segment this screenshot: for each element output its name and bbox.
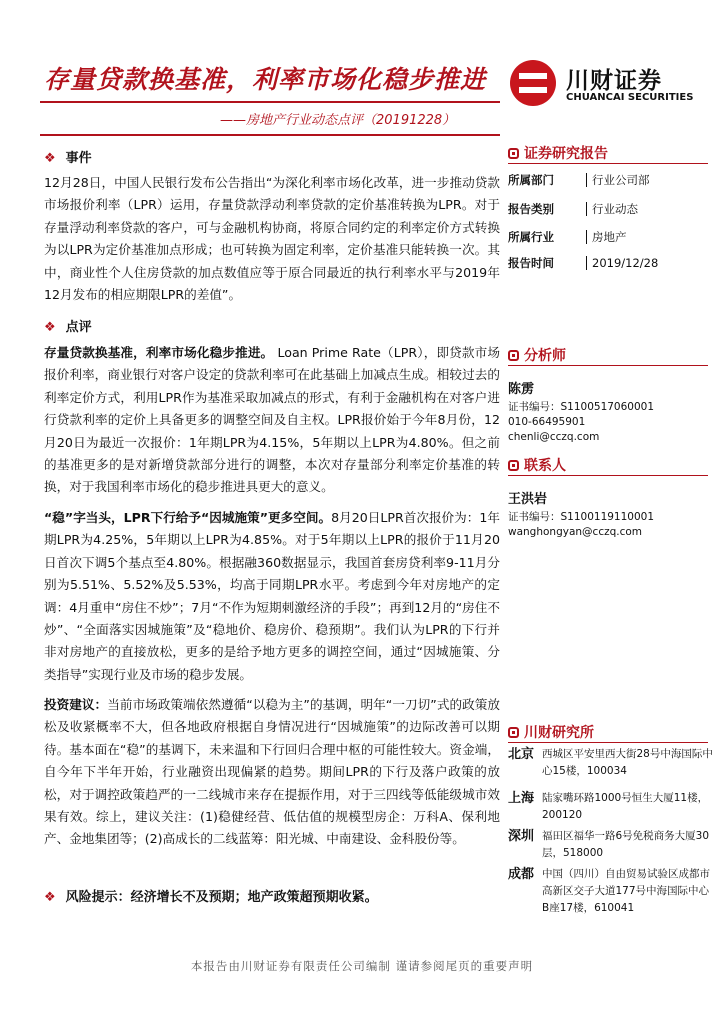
contact-name: 王洪岩 [508, 492, 548, 507]
subtitle-rule [40, 134, 500, 136]
company-logo [510, 60, 710, 110]
diamond-bullet-icon: ❖ [44, 890, 56, 905]
office-shenzhen: 深圳 福田区福华一路6号免税商务大厦30层，518000 [508, 829, 710, 859]
comment-paragraph-1: 存量贷款换基准，利率市场化稳步推进。 Loan Prime Rate（LPR），即贷款市场报价利率，商业银行对客户设定的贷款利率可在此基础上加减点生成。相较过去的利率定价方式，利用LPR作为基准采取加减点的形式，有利于金融机构在对客户进行贷款利率的定价上具备更多的调整空间及自主权。LPR报价始于今年8月份，12月20日为最近一次报价：1年期LPR为4.15%，5年期以上LPR为4.80%。但之前的基准更多的是对新增贷款部分进行的调整，本次对存量部分利率定价基准的转换，对于我国利率市场化的稳步推进具更大的意义。 [44, 345, 500, 495]
paragraph-lead: 投资建议： [44, 697, 108, 712]
contact-card [508, 488, 708, 540]
info-row-department: 所属部门 行业公司部 [508, 173, 650, 187]
paragraph-lead: “稳”字当头，LPR下行给予“因城施策”更多空间。 [44, 510, 332, 525]
section-marker-icon [508, 460, 519, 471]
office-shanghai: 上海 陆家嘴环路1000号恒生大厦11楼，200120 [508, 791, 709, 821]
sidebar-rule [508, 742, 708, 743]
info-row-industry: 所属行业 房地产 [508, 230, 627, 244]
analyst-phone: 010-66495901 [508, 416, 586, 428]
diamond-bullet-icon: ❖ [44, 320, 56, 335]
diamond-bullet-icon: ❖ [44, 151, 56, 166]
analyst-cert: 证书编号：S1100517060001 [508, 401, 655, 413]
section-marker-icon [508, 350, 519, 361]
sidebar-rule [508, 475, 708, 476]
info-row-date: 报告时间 2019/12/28 [508, 256, 659, 270]
title-rule [40, 101, 500, 103]
report-subtitle: ——房地产行业动态点评（20191228） [220, 113, 456, 128]
office-chengdu: 成都 中国（四川）自由贸易试验区成都市高新区交子大道177号中海国际中心B座17楼，610041 [508, 867, 710, 914]
analyst-heading: 分析师 [508, 345, 708, 365]
contact-heading: 联系人 [508, 455, 708, 475]
report-info-heading: 证券研究报告 [508, 143, 708, 163]
analyst-name: 陈雳 [508, 382, 535, 397]
section-marker-icon [508, 148, 519, 159]
analyst-card [508, 378, 708, 445]
office-beijing: 北京 西城区平安里西大街28号中海国际中心15楼，100034 [508, 747, 713, 777]
event-heading: ❖ 事件 [44, 151, 92, 166]
sidebar-rule [508, 163, 708, 164]
contact-email[interactable]: wanghongyan@cczq.com [508, 526, 643, 538]
comment-heading: ❖ 点评 [44, 320, 92, 335]
logo-mark-icon [510, 60, 556, 106]
sidebar-rule [508, 365, 708, 366]
analyst-email[interactable]: chenli@cczq.com [508, 431, 600, 443]
contact-cert: 证书编号：S1100119110001 [508, 511, 655, 523]
report-title: 存量贷款换基准，利率市场化稳步推进 [44, 65, 487, 94]
logo-name-cn: 川财证券 [566, 68, 662, 94]
event-body: 12月28日，中国人民银行发布公告指出“为深化利率市场化改革，进一步推动贷款市场报价利率（LPR）运用，存量贷款浮动利率贷款的定价基准转换为LPR。对于存量浮动利率贷款的客户，可与金融机构协商，将原合同约定的利率定价方式转换为以LPR为定价基准加点形成；也可转换为固定利率，定价基准只能转换一次。其中，商业性个人住房贷款的加点数值应等于原合同最近的执行利率水平与2019年12月发布的相应期限LPR的差值”。 [44, 175, 500, 303]
comment-paragraph-2: “稳”字当头，LPR下行给予“因城施策”更多空间。8月20日LPR首次报价为：1年期LPR为4.25%，5年期以上LPR为4.85%。对于5年期以上LPR的报价于11月20日首次下调5个基点至4.80%。根据融360数据显示，我国首套房贷利率9-11月分别为5.51%、5.52%及5.53%，均高于同期LPR水平。考虑到今年对房地产的定调：4月重申“房住不炒”；7月“不作为短期刺激经济的手段”；再到12月的“房住不炒”、“全面落实因城施策”及“稳地价、稳房价、稳预期”。我们认为LPR的下行并非对房地产的直接放松，更多的是给予地方更多的调控空间，通过“因城施策、分类指导”实现行业及市场的稳步发展。 [44, 510, 500, 682]
institute-heading: 川财研究所 [508, 722, 708, 742]
paragraph-lead: 存量贷款换基准，利率市场化稳步推进。 [44, 345, 274, 360]
info-row-category: 报告类别 行业动态 [508, 202, 638, 216]
investment-advice: 投资建议：当前市场政策端依然遵循“以稳为主”的基调，明年“一刀切”式的政策放松及收紧概率不大，但各地政府根据自身情况进行“因城施策”的边际改善可以期待。基本面在“稳”的基调下，未来温和下行回归合理中枢的可能性较大。资金端，自今年下半年开始，行业融资出现偏紧的趋势。期间LPR的下行及落户政策的放松，对于调控政策趋严的一二线城市来存在提振作用，对于三四线等低能级城市效果有效。综上，建议关注：(1)稳健经营、低估值的规模型房企：万科A、保利地产、金地集团等；(2)高成长的二线蓝筹：阳光城、中南建设、金科股份等。 [44, 697, 500, 847]
section-marker-icon [508, 727, 519, 738]
footer-disclaimer: 本报告由川财证券有限责任公司编制 谨请参阅尾页的重要声明 [190, 959, 534, 973]
logo-name-en: CHUANCAI SECURITIES [566, 92, 694, 103]
risk-warning: ❖ 风险提示：经济增长不及预期；地产政策超预期收紧。 [44, 890, 378, 905]
